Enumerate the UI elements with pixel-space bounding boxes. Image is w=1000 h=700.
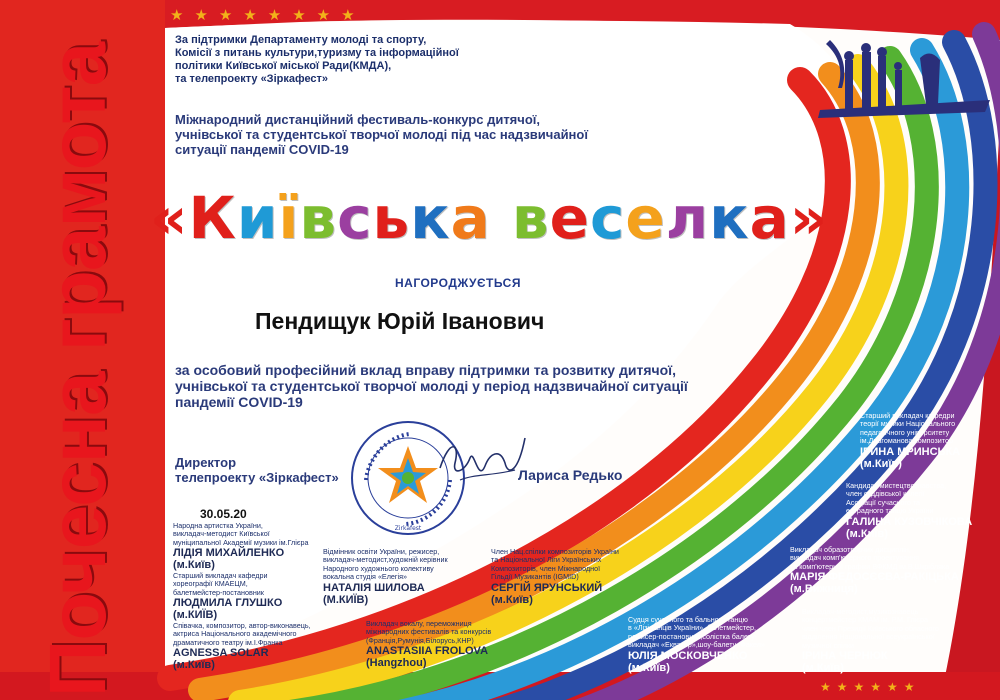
signatory-role-line: Старший викладач кафедри — [173, 571, 268, 580]
signatory-role-line: режисер-постановник,солістка балету- — [628, 631, 758, 641]
reason-line: пандемії COVID-19 — [175, 394, 303, 410]
signatory-name: ANASTASIIA FROLOVA — [366, 645, 489, 658]
banner-letter: в — [511, 184, 550, 252]
banner-letter: и — [236, 184, 279, 252]
signatory-role-line: член член Президії Київського обласного — [802, 623, 939, 633]
banner-letter: е — [625, 184, 666, 252]
signatory-role-line: Кандидат мистецтвознавства, — [846, 481, 947, 490]
signatory-role-line: та Національної Ліги Українських — [491, 555, 602, 565]
signatory-city: (м.КИЇВ) — [173, 609, 218, 622]
reason-line: за особовий професійний вклад вправу підтримки та розвитку дитячої, — [175, 362, 676, 378]
signatory-role-line: муніципальної Академії музики ім.Глієра — [173, 537, 309, 547]
banner-letter: К — [188, 184, 237, 252]
signatory-role-line: відділення Національної всеукраїнської — [802, 632, 935, 642]
signatory-role-line: міжнародних фестивалів та конкурсів — [366, 627, 492, 637]
festival-line: учнівської та студентської творчої молоді під час надзвичайної — [175, 127, 589, 142]
banner-letter — [491, 184, 512, 252]
recipient-name: Пендищук Юрій Іванович — [255, 308, 545, 334]
reason-line: учнівської та студентської творчої молоді у період надзвичайної ситуації — [175, 378, 688, 394]
support-line: та телепроекту «Зіркафест» — [175, 73, 329, 85]
issue-date: 30.05.20 — [200, 507, 247, 521]
signatory-role-line: Викладач образотворчих дисциплін, — [790, 545, 911, 554]
signatory-role-line: педагогічного університету — [860, 427, 950, 437]
signatory-city: (м.Київ) — [628, 661, 670, 674]
signatory-role-line: Член Нац.спілки композиторів України — [491, 547, 619, 556]
support-line: Комісії з питань культури,туризму та інформаційної — [175, 47, 459, 59]
director-title: Директор — [175, 455, 237, 470]
signatory-role-line: Народного художнього колективу — [323, 563, 434, 573]
signatory-name: ЮЛІЯ МОСКОВЧЕНКО — [628, 649, 748, 662]
signatory-role-line: та комп'ютерної графіки ВФКМД ім.В.Шкрібляка — [790, 561, 950, 571]
signatory-role-line: хореографії КМАЕЦМ, — [173, 579, 248, 589]
signatory-block — [628, 616, 765, 674]
banner-letter: к — [709, 184, 750, 252]
signatory-role-line: Викладач вокалу, переможниця — [366, 619, 472, 628]
bottom-star-row: ★★★★★★ — [820, 680, 921, 694]
signatory-block — [491, 548, 619, 606]
festival-line: ситуації пандемії COVID-19 — [175, 142, 349, 157]
banner-letter: с — [589, 184, 626, 252]
signatory-role-line: балетмейстер-постановник — [173, 587, 264, 597]
banner-letter: а — [749, 184, 790, 252]
signatory-city: (м.Київ) — [491, 593, 533, 606]
banner-letter: ї — [278, 184, 300, 252]
festival-name-banner — [150, 178, 829, 258]
banner-letter: е — [549, 184, 590, 252]
signatory-role-line: Асоціації сучасного та — [846, 497, 921, 507]
signatory-block — [846, 482, 972, 540]
signatory-block — [366, 620, 491, 669]
banner-letter: а — [450, 184, 491, 252]
banner-letter: в — [299, 184, 338, 252]
signatory-role-line: Народна артистка України, — [173, 521, 263, 530]
signatory-city: (М.КИЇВ) — [323, 593, 369, 606]
signatory-name: ІРИНА МРИНСЬКА — [860, 445, 961, 458]
awarded-label: НАГОРОДЖУЄТЬСЯ — [395, 276, 521, 290]
banner-letter: л — [665, 184, 710, 252]
signatory-role-line: викладач «Екватор»,шоу-балету«Факел» — [628, 640, 765, 650]
support-line: За підтримки Департаменту молоді та спорту, — [175, 34, 427, 46]
signatory-role-line: в «Лізі танців України», балетмейстер, — [628, 623, 757, 633]
director-signature — [430, 428, 530, 498]
signatory-role-line: викладач-методист,художній керівник — [323, 555, 448, 565]
banner-quote-open: « — [150, 184, 189, 252]
banner-letter: ь — [372, 184, 411, 252]
award-reason — [175, 362, 695, 410]
signatory-role-line: Гільдії Музикантів (IGMID) — [491, 572, 579, 582]
signatory-block — [802, 608, 939, 674]
banner-letter: с — [337, 184, 373, 252]
signatory-role-line: драматичного театру ім.І.Франка — [173, 637, 283, 647]
signatory-block — [173, 572, 282, 621]
signatory-block — [790, 546, 959, 595]
banner-quote-close: » — [789, 184, 829, 252]
seal-center-text: Zirkafest — [394, 525, 422, 532]
signatory-role-line: концертмейстер КМАМ ім. Р.М. Глієра — [802, 615, 928, 625]
signatory-city: (м.Київ) — [173, 559, 215, 572]
signatory-city: (м.Київ) — [173, 659, 215, 672]
top-star-row: ★★★★★★★★ — [170, 7, 366, 24]
signatory-name: СЕРГІЙ ЯРУНСЬКИЙ — [491, 581, 603, 594]
signatory-role-line: Композиторів, член Міжнародної — [491, 563, 601, 573]
signatory-role-line: актриса Національного академічного — [173, 629, 297, 639]
signatory-role-line: член суддівської колегії — [846, 489, 925, 499]
signatory-role-line: викладач-методист Київської — [173, 529, 270, 539]
signatory-city: (м.Київ) — [860, 457, 902, 470]
signatory-name: ЛІДІЯ МИХАЙЛЕНКО — [173, 547, 285, 560]
signatory-role-line: ім.Драгоманова,композитор — [860, 436, 953, 446]
director-project: телепроекту «Зіркафест» — [175, 470, 339, 485]
signatory-name: МАРІЯ ФЕДОСЄЄВА-РАКІЦЬКА — [790, 571, 959, 584]
signatory-role-line: Старший викладач кафедри — [860, 411, 955, 420]
festival-description — [175, 112, 645, 157]
signatory-block — [323, 548, 448, 606]
signatory-name: ГАЛИНА КУЗОВЧІКОВА — [846, 515, 973, 528]
signatory-role-line: (Франція,Румунія,Білорусь,КНР) — [366, 635, 474, 645]
certificate-title: Почесна грамота — [33, 42, 122, 698]
festival-line: Міжнародний дистанційний фестиваль-конкурс дитячої, — [175, 112, 541, 127]
signatory-role-line: музичної спілки — [802, 640, 855, 650]
signatory-city: (м.Київ) — [846, 527, 888, 540]
signatory-role-line: викладач комп'ютерного проектування — [790, 553, 919, 563]
signatory-city: (м.Вижниця) — [790, 583, 858, 596]
signatory-name: AGNESSA SOLAR — [173, 647, 269, 660]
signatory-role-line: Викладач-методист,музикознавець — [802, 607, 919, 616]
support-text — [175, 34, 535, 86]
signatory-name: ЛЮДМИЛА ГЛУШКО — [173, 597, 283, 610]
support-line: політики Київської міської Ради(КМДА), — [175, 60, 392, 72]
signatory-block — [173, 622, 311, 671]
signatory-city: (Hangzhou) — [366, 657, 427, 670]
banner-letter: к — [410, 184, 451, 252]
signatory-role-line: Співачка, композитор, автор-виконавець, — [173, 621, 311, 630]
signatory-block — [860, 412, 960, 470]
signatory-role-line: естрадного танцю України — [846, 506, 934, 516]
signatory-city: (м.Київ) — [802, 662, 844, 675]
signatory-role-line: вокальна студія «Елегія» — [323, 572, 408, 582]
director-name: Лариса Редько — [518, 467, 623, 483]
signatory-role-line: теорії музики Національного — [860, 419, 956, 429]
director-block — [175, 455, 339, 485]
signatory-block — [173, 522, 308, 571]
signatory-role-line: Відмінник освіти України, режисер, — [323, 547, 440, 556]
signatory-name: НАТАЛІЯ ШИЛОВА — [323, 581, 425, 594]
signatory-name: ІРИНА ЧЕРНЮК — [802, 650, 888, 663]
signatory-role-line: Судця сучасного та бального танцю — [628, 615, 748, 624]
